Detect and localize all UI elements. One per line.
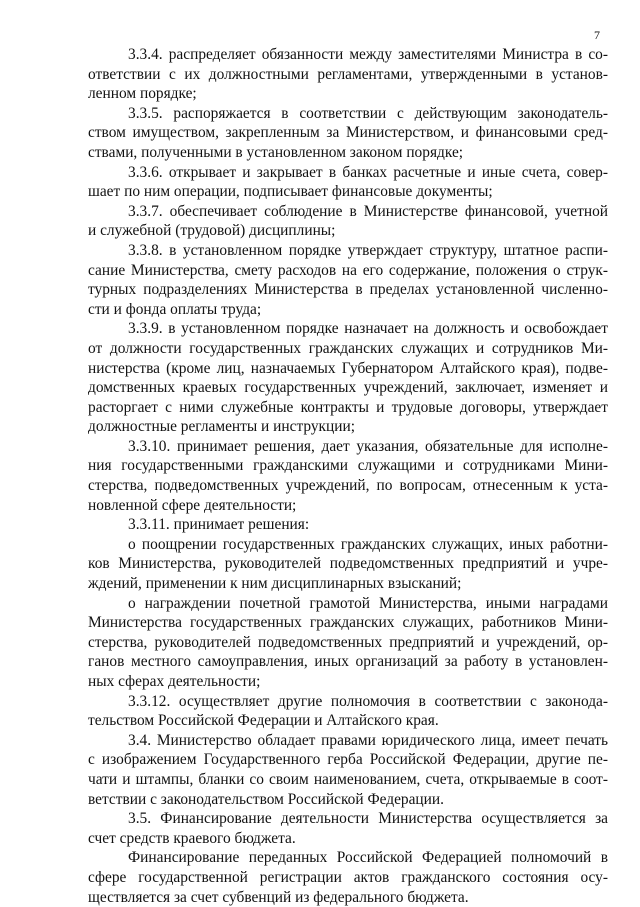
text-line: турных подразделениях Министерства в пределах установленной численно- xyxy=(88,281,608,299)
text-line: ществляется за счет субвенций из федерального бюджета. xyxy=(88,888,469,906)
text-line: о поощрении государственных гражданских служащих, иных работни- xyxy=(128,535,608,553)
text-line: нистерства (кроме лиц, назначаемых Губернатором Алтайского края), подве- xyxy=(88,359,608,377)
text-line: 3.3.9. в установленном порядке назначает на должность и освобождает xyxy=(128,320,608,338)
text-line: стерства, руководителей подведомственных предприятий и учреждений, ор- xyxy=(88,633,608,651)
text-line: ответствии с их должностными регламентами, утвержденными в установ- xyxy=(88,65,608,83)
text-line: 3.3.5. распоряжается в соответствии с действующим законодатель- xyxy=(128,104,608,122)
text-line: тельством Российской Федерации и Алтайского края. xyxy=(88,712,439,730)
text-line: ствами, полученными в установленном законом порядке; xyxy=(88,143,464,161)
text-line: ством имуществом, закрепленным за Министерством, и финансовыми сред- xyxy=(88,124,608,142)
paragraph-p-3-3-5 xyxy=(88,104,608,163)
paragraph-p-3-5 xyxy=(88,809,608,848)
paragraph-p-3-3-8 xyxy=(88,241,608,319)
text-line: сание Министерства, смету расходов на его содержание, положения о струк- xyxy=(88,261,608,279)
text-line: о награждении почетной грамотой Министерства, иными наградами xyxy=(128,594,608,612)
text-line: 3.3.4. распределяет обязанности между заместителями Министра в со- xyxy=(128,46,608,63)
text-line: чати и штампы, бланки со своим наименованием, счета, открываемые в соот- xyxy=(88,770,608,788)
paragraph-p-3-3-11 xyxy=(88,515,608,535)
text-line: ганов местного самоуправления, иных организаций за работу в установлен- xyxy=(88,653,608,671)
text-line: Министерства государственных гражданских служащих, работников Мини- xyxy=(88,614,608,632)
text-line: ленном порядке; xyxy=(88,85,197,103)
text-line: ков Министерства, руководителей подведомственных предприятий и учре- xyxy=(88,555,608,573)
text-line: ветствии с законодательством Российской Федерации. xyxy=(88,790,444,808)
text-line: расторгает с ними служебные контракты и трудовые договоры, утверждает xyxy=(88,398,608,416)
paragraph-p-3-3-10 xyxy=(88,437,608,515)
text-line: 3.5. Финансирование деятельности Министерства осуществляется за xyxy=(128,810,608,828)
paragraph-p-3-5-b xyxy=(88,848,608,907)
text-line: 3.3.12. осуществляет другие полномочия в соответствии с законода- xyxy=(128,692,608,710)
text-line: ждений, применении к ним дисциплинарных взысканий; xyxy=(88,575,462,593)
paragraph-p-3-3-9 xyxy=(88,319,608,437)
text-line: 3.3.10. принимает решения, дает указания, обязательные для исполне- xyxy=(128,437,608,455)
text-line: шает по ним операции, подписывает финансовые документы; xyxy=(88,183,493,201)
paragraph-p-3-3-4 xyxy=(88,45,608,104)
paragraph-p-3-3-7 xyxy=(88,202,608,241)
text-line: с изображением Государственного герба Российской Федерации, другие пе- xyxy=(88,751,608,769)
text-line: 3.3.8. в установленном порядке утверждает структуру, штатное распи- xyxy=(128,241,608,259)
text-line: ния государственными гражданскими служащими и сотрудниками Мини- xyxy=(88,457,608,475)
page-number: 7 xyxy=(594,28,600,42)
text-line: Финансирование переданных Российской Федерацией полномочий в xyxy=(128,849,608,867)
paragraph-p-3-3-6 xyxy=(88,163,608,202)
text-line: сфере государственной регистрации актов гражданского состояния осу- xyxy=(88,868,608,886)
text-line: сти и фонда оплаты труда; xyxy=(88,300,262,318)
text-line: стерства, подведомственных учреждений, по вопросам, отнесенным к уста- xyxy=(88,477,608,495)
paragraph-p-3-3-11-b xyxy=(88,594,608,692)
text-line: счет средств краевого бюджета. xyxy=(88,829,296,847)
document-body xyxy=(88,45,608,907)
text-line: от должности государственных гражданских служащих и сотрудников Ми- xyxy=(88,339,608,357)
paragraph-p-3-3-11-a xyxy=(88,535,608,594)
text-line: 3.3.6. открывает и закрывает в банках расчетные и иные счета, совер- xyxy=(128,163,608,181)
text-line: 3.3.7. обеспечивает соблюдение в Министерстве финансовой, учетной xyxy=(128,202,608,220)
text-line: новленной сфере деятельности; xyxy=(88,496,297,514)
paragraph-p-3-4 xyxy=(88,731,608,809)
text-line: должностные регламенты и инструкции; xyxy=(88,418,356,436)
text-line: и служебной (трудовой) дисциплины; xyxy=(88,222,336,240)
text-line: 3.3.11. принимает решения: xyxy=(128,516,310,534)
text-line: домственных краевых государственных учреждений, заключает, изменяет и xyxy=(88,379,608,397)
text-line: ных сферах деятельности; xyxy=(88,673,261,690)
text-line: 3.4. Министерство обладает правами юридического лица, имеет печать xyxy=(128,731,608,749)
paragraph-p-3-3-12 xyxy=(88,692,608,731)
